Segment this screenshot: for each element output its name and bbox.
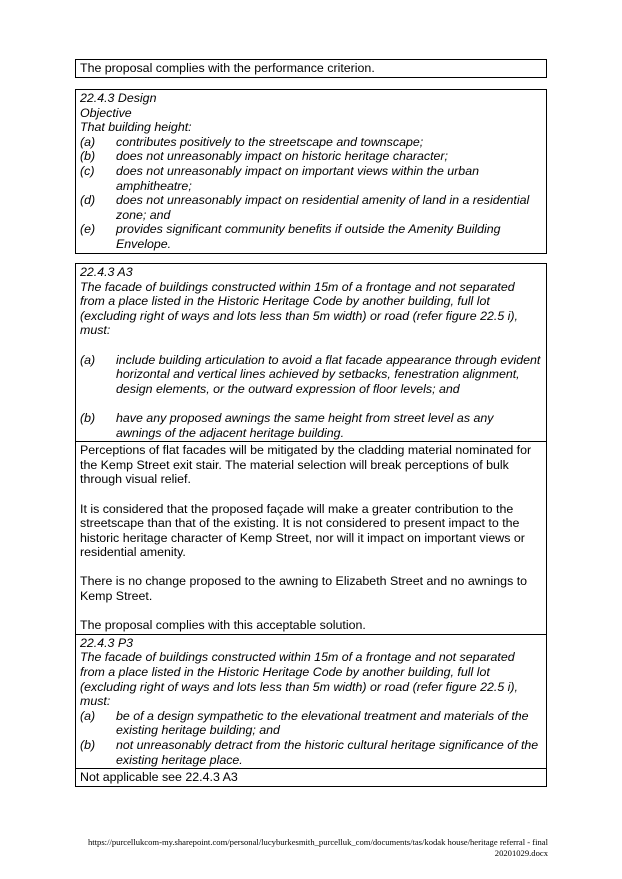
document-path-footer (78, 837, 548, 859)
item-text: does not unreasonably impact on important views within the urban amphitheatre; (116, 163, 479, 193)
a3-intro: The facade of buildings constructed within 15m of a frontage and not separated from a place listed in the Historic Heritage Code by another building, full lot (excluding right of ways and lots less than 5m width) or road (refer figure 22.5 i), must: (80, 279, 519, 338)
performance-criterion-text: The proposal complies with the performance criterion. (80, 61, 375, 75)
item-text: does not unreasonably impact on residential amenity of land in a residential zone; and (116, 193, 530, 222)
item-label: (d) (80, 193, 96, 208)
item-text: provides significant community benefits if outside the Amenity Building Envelope. (116, 222, 501, 251)
objective-cell (76, 90, 546, 253)
item-label: (b) (80, 410, 96, 425)
item-text: have any proposed awnings the same height from street level as any awnings of the adjacent heritage building. (116, 410, 494, 440)
p3-response-text: Not applicable see 22.4.3 A3 (80, 770, 238, 785)
response-paragraph: There is no change proposed to the awning to Elizabeth Street and no awnings to Kemp Street. (80, 574, 528, 604)
item-text: include building articulation to avoid a flat facade appearance through evident horizontal and vertical lines achieved by setbacks, fenestration alignment, design elements, or the outward expression of floor levels; and (116, 352, 541, 396)
objective-item-d (80, 193, 542, 222)
item-label: (b) (80, 738, 96, 752)
response-paragraph: It is considered that the proposed façade will make a greater contribution to the streetscape than that of the existing. It is not considered to present impact to the historic heritage character of Kemp Street, nor will it impact on important views or residential amenity. (80, 501, 525, 560)
a3-heading: 22.4.3 A3 (80, 265, 133, 279)
acceptable-solution-table (75, 263, 547, 787)
item-label: (e) (80, 222, 96, 237)
footer-path: https://purcellukcom-my.sharepoint.com/personal/lucyburkesmith_purcelluk_com/documents/tas/kodak house/heritage referral - final (87, 837, 548, 847)
a3-cell (76, 264, 546, 441)
p3-heading: 22.4.3 P3 (80, 635, 134, 650)
a3-response-cell (76, 441, 546, 634)
item-label: (a) (80, 708, 96, 723)
p3-cell (76, 634, 546, 768)
item-label: (c) (80, 163, 95, 178)
response-conclusion: The proposal complies with this acceptable solution. (80, 618, 366, 633)
item-label: (a) (80, 134, 96, 149)
a3-item-b (80, 411, 542, 440)
objective-item-a (80, 135, 542, 150)
performance-criterion-box (75, 59, 547, 78)
objective-box (75, 89, 547, 254)
response-paragraph: Perceptions of flat facades will be mitigated by the cladding material nominated for the Kemp Street exit stair. The material selection will break perceptions of bulk through visual relief. (80, 443, 532, 487)
p3-item-a (80, 709, 542, 738)
p3-intro: The facade of buildings constructed within 15m of a frontage and not separated from a place listed in the Historic Heritage Code by another building, full lot (excluding right of ways and lots less than 5m width) or road (refer figure 22.5 i), must: (80, 650, 519, 709)
item-label: (a) (80, 352, 96, 367)
objective-intro: That building height: (80, 120, 192, 135)
objective-label: Objective (80, 105, 132, 120)
item-text: not unreasonably detract from the historic cultural heritage significance of the existing heritage place. (116, 738, 539, 767)
p3-response-cell (76, 768, 546, 786)
objective-item-b (80, 149, 542, 164)
item-label: (b) (80, 149, 96, 164)
footer-filename: 20201029.docx (494, 848, 548, 858)
item-text: be of a design sympathetic to the elevational treatment and materials of the existing heritage building; and (116, 708, 529, 738)
a3-item-a (80, 353, 542, 397)
objective-item-c (80, 164, 542, 193)
item-text: contributes positively to the streetscape and townscape; (116, 134, 424, 149)
item-text: does not unreasonably impact on historic heritage character; (116, 149, 448, 164)
objective-heading: 22.4.3 Design (80, 91, 157, 105)
objective-item-e (80, 222, 542, 251)
p3-item-b (80, 738, 542, 767)
